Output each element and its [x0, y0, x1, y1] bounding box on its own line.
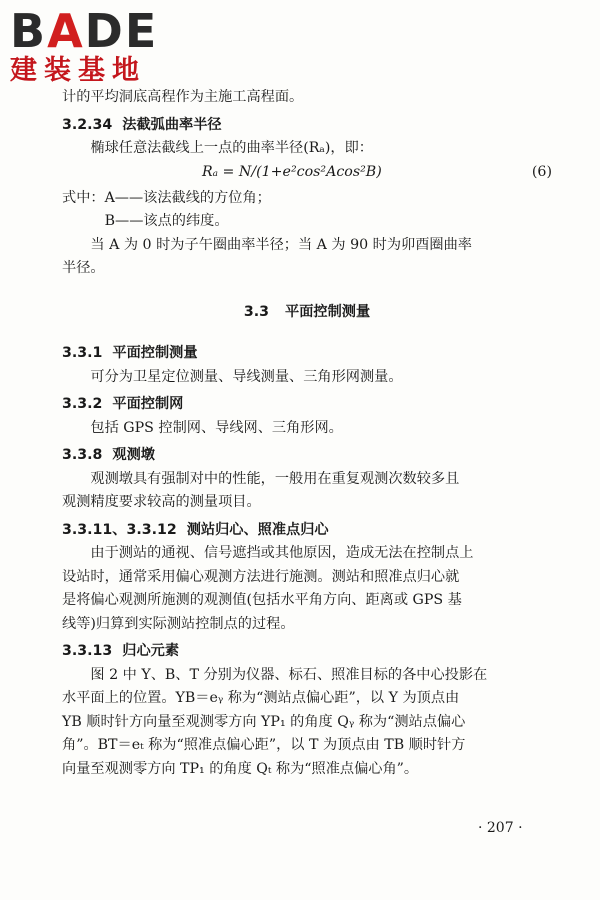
where-b: B——该点的纬度。: [104, 213, 229, 229]
paragraph-3-3-13-line3: YB 顺时针方向量至观测零方向 YP₁ 的角度 Qᵧ 称为“测站点偏心: [62, 713, 466, 730]
paragraph-3-3-8: 观测墩具有强制对中的性能，一般用在重复观测次数较多且: [90, 470, 460, 487]
equation-number: (6): [531, 163, 552, 180]
paragraph-ellipse: 椭球任意法截线上一点的曲率半径(Rₐ)，即：: [90, 140, 373, 156]
clause-heading-3-2-34: 3.2.34 法截弧曲率半径: [62, 116, 222, 133]
section-title: 3.3 平面控制测量: [243, 303, 371, 320]
clause-heading-3-3-13: 3.3.13 归心元素: [62, 643, 180, 659]
logo-wordmark: BADE: [10, 4, 159, 58]
paragraph-3-3-13-line5: 向量至观测零方向 TP₁ 的角度 Qₜ 称为“照准点偏心角”。: [62, 760, 419, 777]
paragraph-3-3-11-line4: 线等)归算到实际测站控制点的过程。: [62, 615, 295, 632]
paragraph-3-3-13-line4: 角”。BT＝eₜ 称为“照准点偏心距”，以 T 为顶点由 TB 顺时针方: [62, 737, 466, 753]
logo: [10, 4, 180, 86]
formula-row: [62, 161, 552, 187]
formula: Rₐ = N/(1+e²cos²Acos²B): [202, 163, 382, 180]
paragraph-3-3-11-line2: 设站时，通常采用偏心观测方法进行施测。测站和照准点归心就: [62, 568, 460, 585]
paragraph-3-3-8-cont: 观测精度要求较高的测量项目。: [62, 494, 261, 510]
document-body: [62, 86, 552, 781]
paragraph-3-3-1: 可分为卫星定位测量、导线测量、三角形网测量。: [90, 368, 403, 385]
paragraph-continued: 计的平均洞底高程作为主施工高程面。: [62, 89, 304, 105]
paragraph-3-3-13: 图 2 中 Y、B、T 分别为仪器、标石、照准目标的各中心投影在: [90, 666, 488, 683]
page-number: · 207 ·: [478, 820, 523, 836]
clause-heading-3-3-2: 3.3.2 平面控制网: [62, 396, 184, 412]
paragraph-when: 当 A 为 0 时为子午圈曲率半径；当 A 为 90 时为卯酉圈曲率: [90, 236, 472, 253]
clause-heading-3-3-1: 3.3.1 平面控制测量: [62, 345, 198, 361]
paragraph-3-3-11-line3: 是将偏心观测所施测的观测值(包括水平角方向、距离或 GPS 基: [62, 592, 462, 608]
paragraph-3-3-2: 包括 GPS 控制网、导线网、三角形网。: [90, 419, 343, 436]
paragraph-when-cont: 半径。: [62, 260, 105, 276]
logo-subtitle: 建装基地: [10, 55, 146, 86]
where-a: 式中：A——该法截线的方位角；: [62, 189, 271, 206]
paragraph-3-3-13-line2: 水平面上的位置。YB＝eᵧ 称为“测站点偏心距”，以 Y 为顶点由: [62, 690, 460, 706]
clause-heading-3-3-11: 3.3.11、3.3.12 测站归心、照准点归心: [62, 521, 329, 538]
clause-heading-3-3-8: 3.3.8 观测墩: [62, 447, 155, 463]
paragraph-3-3-11: 由于测站的通视、信号遮挡或其他原因，造成无法在控制点上: [90, 545, 474, 561]
